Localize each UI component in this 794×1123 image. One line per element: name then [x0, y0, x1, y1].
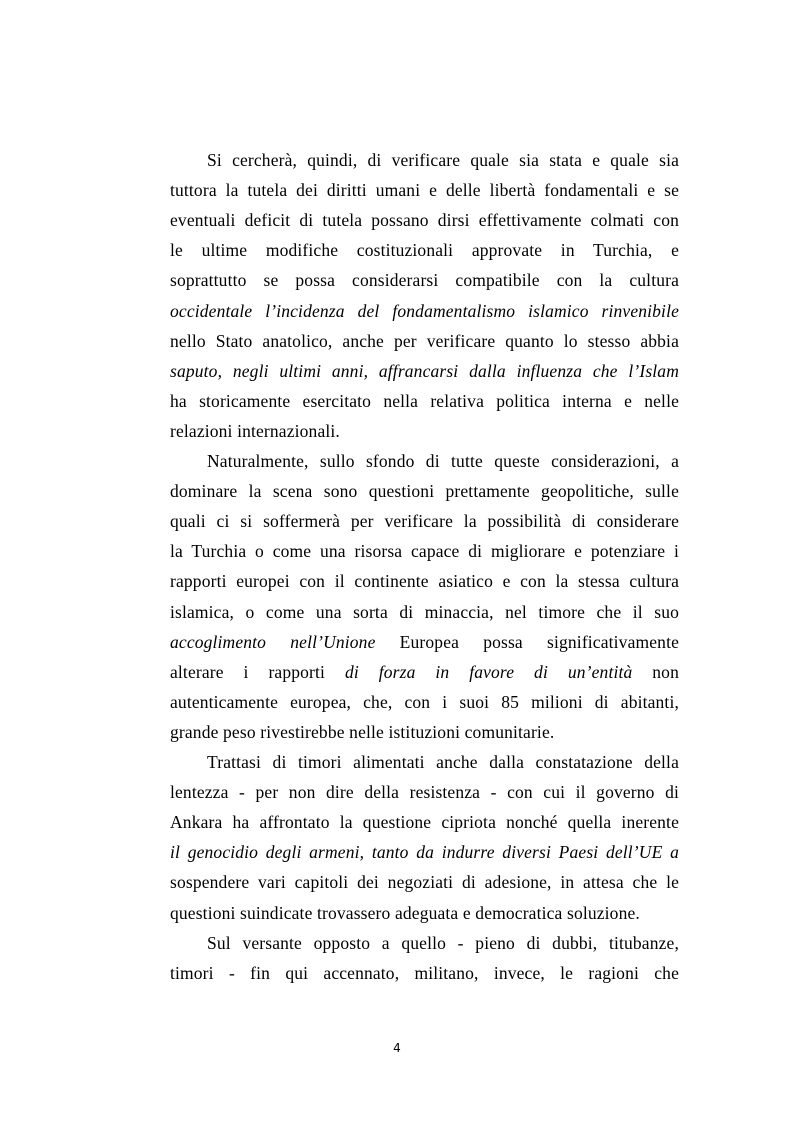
text-line: [170, 692, 679, 712]
text-line: [170, 331, 679, 351]
text-run: grande peso rivestirebbe nelle istituzioni comunitarie.: [170, 721, 555, 742]
italic-text: di forza in favore di un’entità: [344, 661, 633, 682]
text-line: [170, 511, 679, 531]
text-run: quali ci si soffermerà per verificare la possibilità di considerare: [170, 511, 679, 532]
text-run: non: [632, 661, 679, 682]
text-line: [170, 632, 679, 652]
text-line: [170, 391, 679, 411]
text-run: Ankara ha affrontato la questione cipriota nonché quella inerente: [170, 812, 679, 833]
text-run: Si cercherà, quindi, di verificare quale sia stata e quale sia: [207, 150, 679, 170]
text-line: [170, 481, 679, 501]
text-run: ha storicamente esercitato nella relativa politica interna e nelle: [170, 390, 679, 411]
text-line: [170, 722, 679, 742]
text-line: [170, 842, 679, 862]
text-run: questioni suindicate trovassero adeguata e democratica soluzione.: [170, 902, 640, 923]
text-run: rapporti europei con il continente asiatico e con la stessa cultura: [170, 571, 679, 592]
text-line: [170, 240, 679, 260]
text-run: Sul versante opposto a quello - pieno di dubbi, titubanze,: [207, 932, 679, 953]
text-line: [170, 180, 679, 200]
text-line: [170, 963, 679, 983]
text-line: [170, 541, 679, 561]
text-run: Trattasi di timori alimentati anche dalla constatazione della: [207, 752, 679, 772]
text-run: eventuali deficit di tutela possano dirsi effettivamente colmati con: [170, 210, 679, 231]
text-run: Naturalmente, sullo sfondo di tutte queste considerazioni, a: [207, 451, 679, 471]
text-line: [207, 451, 679, 471]
text-run: alterare i rapporti: [170, 661, 345, 682]
italic-text: saputo, negli ultimi anni, affrancarsi dalla influenza che l’Islam: [170, 360, 679, 381]
italic-text: il genocidio degli armeni, tanto da indurre diversi Paesi dell’UE a: [170, 842, 679, 863]
text-line: [170, 602, 679, 622]
text-run: sospendere vari capitoli dei negoziati di adesione, in attesa che le: [170, 872, 679, 893]
text-run: autenticamente europea, che, con i suoi 85 milioni di abitanti,: [170, 691, 679, 712]
text-line: [170, 903, 679, 923]
text-line: [170, 782, 679, 802]
italic-text: accoglimento nell’Unione: [170, 631, 376, 652]
text-run: nello Stato anatolico, anche per verificare quanto lo stesso abbia: [170, 330, 679, 351]
text-line: [207, 933, 679, 953]
text-line: [207, 150, 679, 170]
italic-text: occidentale l’incidenza del fondamentalismo islamico rinvenibile: [170, 300, 679, 321]
text-run: le ultime modifiche costituzionali approvate in Turchia, e: [170, 240, 679, 261]
text-run: timori - fin qui accennato, militano, invece, le ragioni che: [170, 962, 679, 983]
text-run: la Turchia o come una risorsa capace di migliorare e potenziare i: [170, 541, 679, 562]
text-line: [170, 361, 679, 381]
text-line: [170, 421, 679, 441]
text-line: [207, 752, 679, 772]
text-line: [170, 662, 679, 682]
text-run: dominare la scena sono questioni prettamente geopolitiche, sulle: [170, 481, 679, 502]
text-line: [170, 210, 679, 230]
text-line: [170, 872, 679, 892]
text-line: [170, 571, 679, 591]
text-run: soprattutto se possa considerarsi compatibile con la cultura: [170, 270, 679, 291]
text-run: lentezza - per non dire della resistenza - con cui il governo di: [170, 782, 679, 803]
text-run: tuttora la tutela dei diritti umani e delle libertà fondamentali e se: [170, 180, 679, 201]
text-line: [170, 812, 679, 832]
text-line: [170, 270, 679, 290]
page-number: 4: [393, 1041, 401, 1055]
text-run: relazioni internazionali.: [170, 420, 340, 441]
text-run: islamica, o come una sorta di minaccia, nel timore che il suo: [170, 601, 679, 622]
text-line: [170, 301, 679, 321]
text-run: Europea possa significativamente: [375, 631, 679, 652]
